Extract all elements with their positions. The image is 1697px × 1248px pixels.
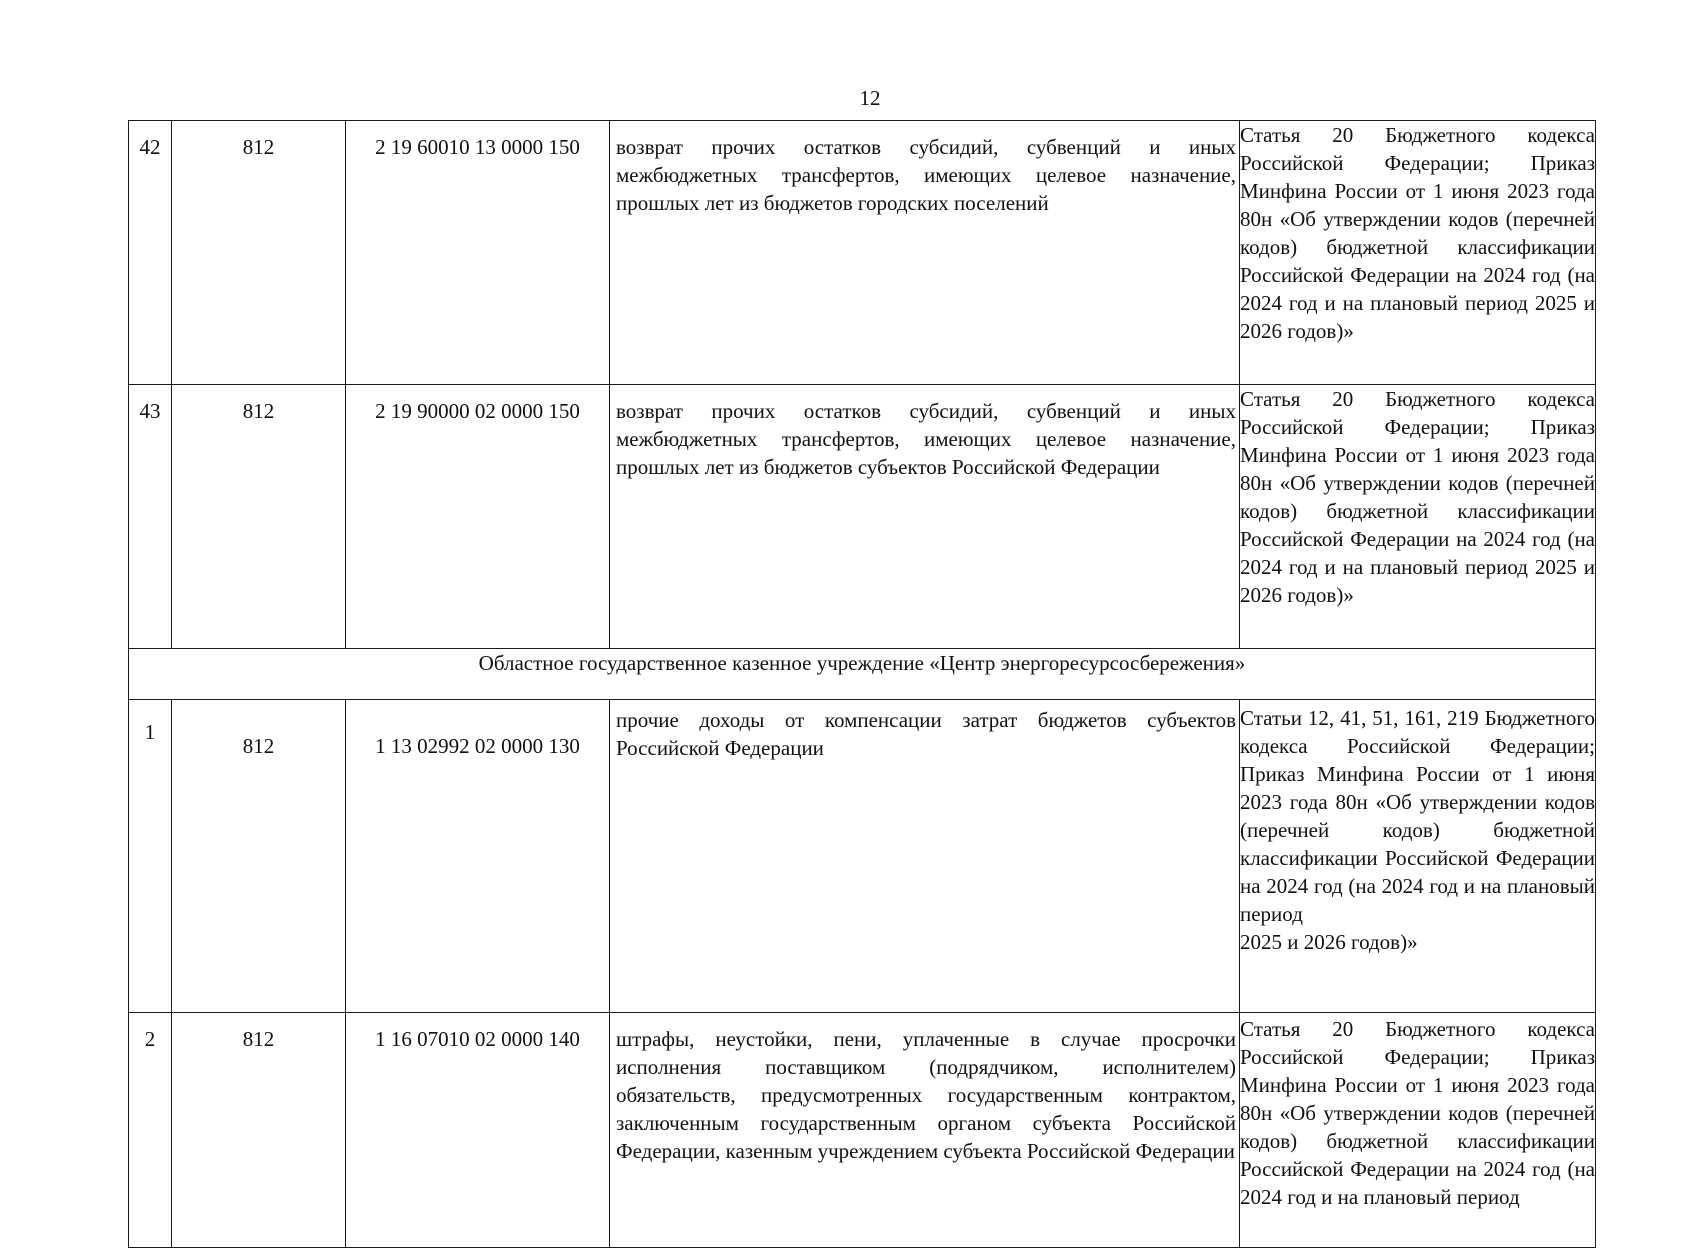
table-row (129, 385, 1596, 649)
admin-code: 812 (172, 700, 346, 1013)
income-name: штрафы, неустойки, пени, уплаченные в случае просрочки исполнения поставщиком (подрядчиком, исполнителем) обязательств, предусмотренных государственным контрактом, заключенным государственным органом субъекта Российской Федерации, казенным учреждением субъекта Российской Федерации (610, 1013, 1240, 1248)
budget-code: 1 16 07010 02 0000 140 (346, 1013, 610, 1248)
income-name: прочие доходы от компенсации затрат бюджетов субъектов Российской Федерации (610, 700, 1240, 1013)
income-name: возврат прочих остатков субсидий, субвенций и иных межбюджетных трансфертов, имеющих целевое назначение, прошлых лет из бюджетов городских поселений (610, 121, 1240, 385)
income-name: возврат прочих остатков субсидий, субвенций и иных межбюджетных трансфертов, имеющих целевое назначение, прошлых лет из бюджетов субъектов Российской Федерации (610, 385, 1240, 649)
budget-code: 1 13 02992 02 0000 130 (346, 700, 610, 1013)
row-number: 1 (129, 700, 172, 1013)
budget-code: 2 19 90000 02 0000 150 (346, 385, 610, 649)
budget-code: 2 19 60010 13 0000 150 (346, 121, 610, 385)
admin-code: 812 (172, 385, 346, 649)
revenue-codes-table (128, 120, 1596, 1248)
table-row (129, 700, 1596, 1013)
row-number: 43 (129, 385, 172, 649)
legal-basis: Статья 20 Бюджетного кодекса Российской Федерации; Приказ Минфина России от 1 июня 2023 года 80н «Об утверждении кодов (перечней кодов) бюджетной классификации Российской Федерации на 2024 год (на 2024 год и на плановый период (1240, 1013, 1596, 1248)
legal-basis: Статья 20 Бюджетного кодекса Российской Федерации; Приказ Минфина России от 1 июня 2023 года 80н «Об утверждении кодов (перечней кодов) бюджетной классификации Российской Федерации на 2024 год (на 2024 год и на плановый период 2025 и 2026 годов)» (1240, 121, 1596, 385)
admin-code: 812 (172, 121, 346, 385)
legal-basis: Статьи 12, 41, 51, 161, 219 Бюджетного кодекса Российской Федерации; Приказ Минфина России от 1 июня 2023 года 80н «Об утверждении кодов (перечней кодов) бюджетной классификации Российской Федерации на 2024 год (на 2024 год и на плановый период 2025 и 2026 годов)» (1240, 700, 1596, 1013)
row-number: 42 (129, 121, 172, 385)
row-number: 2 (129, 1013, 172, 1248)
table-row (129, 121, 1596, 385)
table-row (129, 1013, 1596, 1248)
section-header-row (129, 649, 1596, 700)
legal-basis: Статья 20 Бюджетного кодекса Российской Федерации; Приказ Минфина России от 1 июня 2023 года 80н «Об утверждении кодов (перечней кодов) бюджетной классификации Российской Федерации на 2024 год (на 2024 год и на плановый период 2025 и 2026 годов)» (1240, 385, 1596, 649)
section-title: Областное государственное казенное учреждение «Центр энергоресурсосбережения» (129, 649, 1596, 700)
page-number: 12 (859, 86, 881, 110)
admin-code: 812 (172, 1013, 346, 1248)
